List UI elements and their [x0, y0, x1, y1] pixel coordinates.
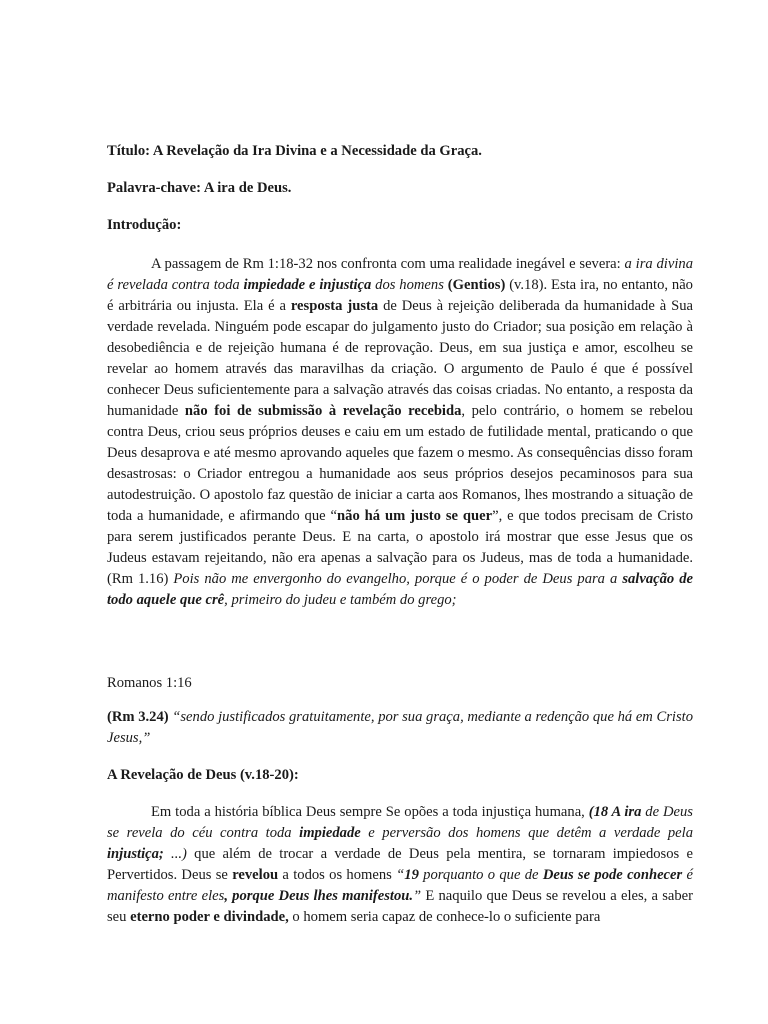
section2-italic: é manifesto entre eles [107, 867, 693, 904]
rm324-quote: “sendo justificados gratuitamente, por sua graça, mediante a redenção que há em Cristo Jesus,” [107, 709, 693, 746]
intro-bold-italic: salvação de todo aquele que crê [107, 571, 693, 608]
section2-italic: ” [413, 888, 422, 904]
section2-bold: , [285, 909, 289, 925]
section2-bold: revelou [232, 867, 279, 883]
document-title: Título: A Revelação da Ira Divina e a Necessidade da Graça. [107, 143, 482, 159]
rm324-ref: (Rm 3.24) [107, 709, 169, 725]
section2-bold-italic: , porque Deus lhes manifestou. [224, 888, 414, 904]
section2-text: a todos os homens [278, 867, 397, 883]
rm324-verse [107, 707, 693, 749]
intro-bold: não há um justo se quer [337, 508, 493, 524]
section2-text: E naquilo que Deus se revelou a eles, a saber seu [107, 888, 693, 925]
intro-heading: Introdução: [107, 217, 182, 233]
intro-text: de Deus à rejeição deliberada da humanidade à Sua verdade revelada. Ninguém pode escapar do julgamento justo do Criador; sua posição em relação à desobediência e de rejeição humana é de reprovação. Deus, em sua justiça e amor, escolheu se revelar ao homem através das maravilhas da criação. O argumento de Paulo é que é possível conhecer Deus suficientemente para a salvação através das coisas criadas. No entanto, a resposta da humanidade [107, 298, 693, 419]
section2-text: o homem seria capaz de conhece-lo o suficiente para [288, 909, 601, 925]
section2-text: Em toda a história bíblica Deus sempre Se opões a toda injustiça humana, [151, 804, 589, 820]
section2-bold-italic: 19 [404, 867, 419, 883]
section2-italic: “ [396, 867, 405, 883]
section2-text: que além de trocar a verdade de Deus pela mentira, se tornaram impiedosos e Pervertidos. Deus se [107, 846, 693, 883]
section2-bold-italic: injustiça; [107, 846, 164, 862]
section2-bold-italic: impiedade [299, 825, 361, 841]
section2-italic: de Deus se revela do céu contra toda [107, 804, 693, 841]
section2-italic: porquanto o que de [418, 867, 543, 883]
intro-text: A passagem de Rm 1:18-32 nos confronta com uma realidade inegável e severa: [151, 256, 625, 272]
intro-text: ”, e que todos precisam de Cristo para serem justificados perante Deus. E na carta, o apostolo irá mostrar que esse Jesus que os Judeus estavam rejeitando, não era apenas a salvação para os Judeus, mas de toda a humanidade. (Rm 1.16) [107, 508, 693, 587]
section2-italic: ...) [163, 846, 187, 862]
intro-italic: dos homens [371, 277, 444, 293]
intro-bold: não foi de submissão à revelação recebida [184, 403, 462, 419]
intro-bold: resposta justa [290, 298, 379, 314]
intro-text: (v.18). Esta ira, no entanto, não é arbitrária ou injusta. Ela é a [107, 277, 693, 314]
section2-bold: eterno poder e divindade [130, 909, 286, 925]
romanos-reference: Romanos 1:16 [107, 675, 192, 691]
intro-paragraph [107, 254, 693, 611]
keyword-line: Palavra-chave: A ira de Deus. [107, 180, 292, 196]
document-body [107, 141, 693, 928]
section2-bold-italic: Deus se pode conhecer [542, 867, 683, 883]
section2-heading: A Revelação de Deus (v.18-20): [107, 767, 299, 783]
intro-italic: a ira divina é revelada contra toda [107, 256, 693, 293]
section2-bold-italic: (18 A ira [588, 804, 642, 820]
section2-paragraph [107, 802, 693, 928]
intro-bold: (Gentios) [447, 277, 506, 293]
intro-bold-italic: impiedade e injustiça [243, 277, 372, 293]
intro-italic: , primeiro do judeu e também do grego; [224, 592, 457, 608]
intro-italic: Pois não me envergonho do evangelho, porque é o poder de Deus para a [173, 571, 623, 587]
intro-text: , pelo contrário, o homem se rebelou contra Deus, criou seus próprios deuses e caiu em um estado de futilidade mental, praticando o que Deus desaprova e até mesmo aprovando aqueles que fazem o mesmo. As consequências disso foram desastrosas: o Criador entregou a humanidade aos seus próprios desejos pecaminosos para sua autodestruição. O apostolo faz questão de iniciar a carta aos Romanos, lhes mostrando a situação de toda a humanidade, e afirmando que “ [107, 403, 693, 524]
section2-italic: e perversão dos homens que detêm a verdade pela [360, 825, 693, 841]
